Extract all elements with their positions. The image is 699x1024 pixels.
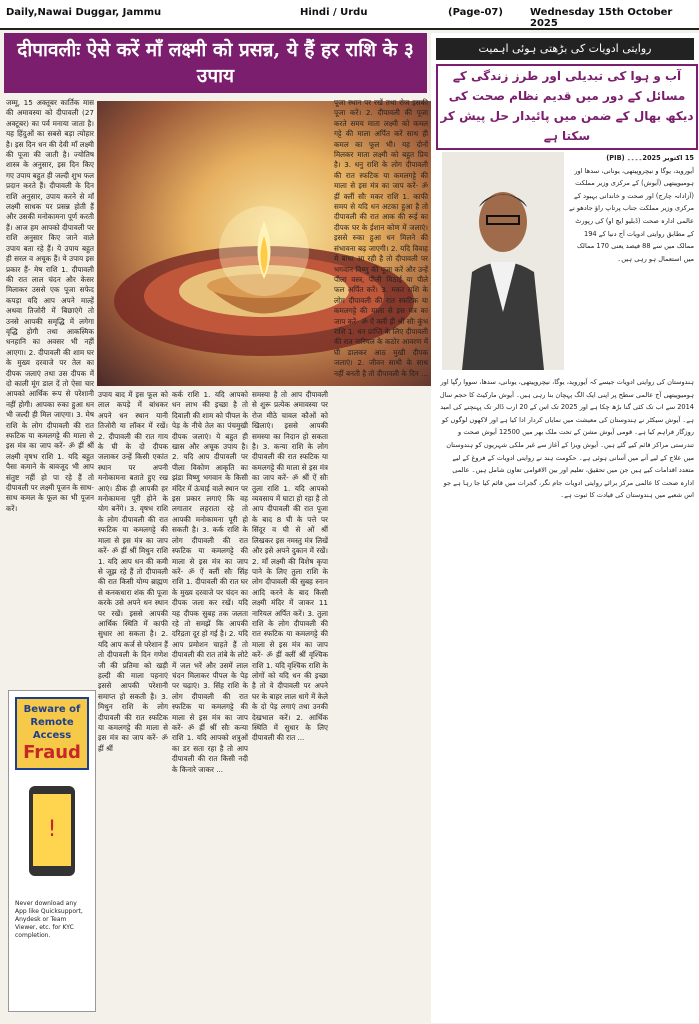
hindi-column-1-text: जम्मू, 15 अक्तूबर कार्तिक मास की अमावस्या को दीपावली (27 अक्टूबर) का पर्व मनाया जाता है। यह हिंदुओं का सबसे बड़ा त्योहार है। इस दिन धन की देवी माँ लक्ष्मी की पूजा की जाती है। ज्योतिष शास्त्र के अनुसार, इस दिन किए गए उपाय बहुत ही जल्दी शुभ फल प्रदान करते हैं। दीपावली के दिन राशि अनुसार, उपाय करने से माँ लक्ष्मी साधक पर प्रसन्न होती हैं और उसकी मनोकामना पूर्ण करती हैं। आज हम आपको दीपावली पर राशि अनुसार किए जाने वाले उपाय बता रहे हैं। ये उपाय बहुत ही सरल व अचूक हैं। ये उपाय इस प्रकार हैं- मेष राशि 1. दीपावली की रात लाल चंदन और केसर मिलाकर उससे एक पूजा सफेद कपड़ा यदि आप अपने माल्हें अथवा तिजोरी में बिछाएंगे तो उनसे आपकी समृद्धि में लगेगा वृद्धि होगी तथा आकस्मिक धनहानि का अवसर भी नहीं आएगा। 2. दीपावली की शाम घर के मुख्य दरवाजे पर तेल का दीपक जलाएं तथा उस दीपक में दो काली मूंग डाल दें तो ऐसा चार आपको आर्थिक रूप से परेशानी नहीं होगी। आपका रुका हुआ धन भी जल्दी ही मिल जाएगा। 3. मेष राशि के लोग दीपावली की रात स्फटिक या कमलगट्टे की माला से इस मंत्र का जाप करें- ॐ ह्रीं श्रीं लक्ष्मी वृषभ राशि 1. यदि बहुत पैसा कमाने के बावजूद भी आप संतुष्ट नहीं हो पा रहे हैं तो दीपावली पर लक्ष्मी पूजन के साथ-साथ कमल के फूल का भी पूजन करें। <box>6 98 94 513</box>
hindi-column-5-text: पूजा स्थान पर रखें तथा रोज इसकी पूजा करें। 2. दीपावली की पूजा करते समय माता लक्ष्मी को कमल गट्टे की माला अर्पित करें साथ ही कमल का फूल भी। यह दोनों मिलकर माता लक्ष्मी को बहुत प्रिय है। 3. धनु राशि के लोग दीपावली की रात स्फटिक या कमलगट्टे की माला से इस मंत्र का जाप करें- ॐ ह्रीं क्लीं सौः मकर राशि 1. काफी समय से यदि धन अटका हुआ है तो दीपावली की रात आक की रूई का दीपक घर के ईशान कोण में जलाएं। इससे रुका हुआ धन मिलने की संभावना बढ़ जाएगी। 2. यदि विवाह में बाधा आ रही है तो दीपावली पर भगवान विष्णु की पूजा करें और उन्हें पीला वस्त्र, पीली मिठाई या पीले फल अर्पित करें। 3. मकर राशि के लोग दीपावली की रात स्फटिक या कमलगट्टे की माला से इस मंत्र का जाप करें- ॐ ऐं क्लीं ह्रीं श्रीं सौः कुंभ राशि 1. धन प्राप्ति के लिए दीपावली की रात नारियल के कठोर आवरण में घी डालकर आठ मुखी दीपक जलाएं। 2. जीवन साथी के साथ नहीं बनती है तो दीपावली के दिन ... <box>334 98 428 378</box>
ad-note: Never download any App like Quicksupport, Anydesk or Team Viewer, etc. for KYC completion. <box>15 900 83 939</box>
ad-title-line-2: Remote Access <box>30 717 74 741</box>
masthead-bar <box>0 0 699 30</box>
page-number: (Page-07) <box>448 7 503 18</box>
urdu-column-top-text: آیوروید، یوگا و نیچروپیتھی، یونانی، سدھا اور ہومیوپیتھی (آیوش) کے مرکزی وزیر مملکت (آزادانہ چارج) اور صحت و خاندانی بہبود کے مرکزی وزیر مملکت جناب پرتاپ راؤ جادھو نے عالمی ادارہ صحت (ڈبلیو ایچ او) کی رپورٹ کے مطابق روایتی ادویات آج دنیا کے 194 ممالک میں سے 88 فیصد یعنی 170 ممالک میں استعمال ہو رہی ہیں۔ <box>569 166 694 263</box>
masthead-language: Hindi / Urdu <box>300 7 368 18</box>
urdu-dateline: 15 اکتوبر 2025۔۔۔۔ (PIB) <box>606 154 694 162</box>
hindi-headline: दीपावलीः ऐसे करें माँ लक्ष्मी को प्रसन्न, ये हैं हर राशि के ३ उपाय <box>4 33 427 93</box>
hindi-column-4 <box>252 390 328 1020</box>
fraud-warning-ad <box>8 690 96 1012</box>
issue-date: Wednesday 15th October 2025 <box>530 7 673 29</box>
hindi-column-2 <box>98 390 168 1020</box>
ad-title-line-3: Fraud <box>23 742 81 763</box>
urdu-headline: آب و ہوا کی تبدیلی اور طرز زندگی کے مسائل کے دور میں قدیم نظام صحت کی دیکھ بھال کے ضمن میں پائیدار حل پیش کر سکتا ہے <box>436 64 698 150</box>
hindi-column-5 <box>334 98 428 1020</box>
ad-title-line-1: Beware of <box>23 704 81 715</box>
urdu-column-main <box>438 376 694 1016</box>
hindi-column-3 <box>172 390 248 1020</box>
hindi-column-3-text: कर्क राशि 1. यदि आपको धन लाभ की इच्छा है तो दिवाली की शाम को पीपल के पेड़ के नीचे तेल का पंचमुखी दीपक जलाएं। ये बहुत ही खास और अचूक उपाय है। 2. यदि आप दीपावली पर पीला विकोण आकृति का झंडा विष्णु भगवान के किसी मंदिर में ऊंचाई वाले स्थान पर इस प्रकार लगाएं कि वह लगातार लहराता रहे तो आपकी मनोकामना पूरी हो सकती है। 3. कर्क राशि के लोग दीपावली की रात स्फटिक या कमलगट्टे की माला से इस मंत्र का जाप करें- ॐ ऐं क्लीं सौः सिंह राशि 1. दीपावली की रात घर के मुख्य दरवाजे पर चंदन का दीपक जला कर रखें। यदि यह दीपक सुबह तक जलता रहे तो समझें कि आपकी दरिद्रता दूर हो गई है। 2. यदि आप प्रमोशन चाहते हैं तो दीपावली की रात तांबे के लोटे में जल भरें और उसमें लाल चंदन मिलाकर पीपल के पेड़ पर चढ़ाएं। 3. सिंह राशि के लोग दीपावली की रात स्फटिक या कमलगट्टे की माला से इस मंत्र का जाप करें- ॐ ह्रीं श्रीं सौः कन्या राशि 1. यदि आपको शत्रुओं का डर सता रहा है तो आप दीपावली की रात किसी नदी के किनारे जाकर ... <box>172 390 248 774</box>
phone-alert-icon <box>9 776 95 896</box>
minister-photo <box>442 152 564 370</box>
person-icon <box>442 152 564 370</box>
hindi-column-2-text: उपाय बाद में इस फूल को लाल कपड़े में बांधकर अपने धन स्थान यानी तिजोरी या लॉकर में रखें। 2. दीपावली की रात गाय के घी के दो दीपक जलाकर उन्हें किसी एकांत स्थान पर अपनी मनोकामना बताते हुए रख आएं। ठीक ही आपकी हर मनोकामना पूरी होने के योग बनेंगे। 3. वृषभ राशि के लोग दीपावली की रात स्फटिक या कमलगट्टे की माला से इस मंत्र का जाप करें- ॐ ह्रीं श्रीं मिथुन राशि 1. यदि आप धन की कमी से जूझ रहे हैं तो दीपावली की रात किसी योग्य ब्राह्मण से कनकधारा शंक की पूजा करके उसे अपने धन स्थान पर रखें। इससे आपकी आर्थिक स्थिति में काफी सुधार आ सकता है। 2. यदि आप कर्ज से परेशान हैं तो दीपावली के दिन गणेश जी की प्रतिमा को खड़ी हल्दी की माला पहनाएं इससे आपकी परेशानी समाप्त हो सकती है। 3. मिथुन राशि के लोग दीपावली की रात स्फटिक या कमलगट्टे की माला से इस मंत्र का जाप करें- ॐ ह्रीं श्रीं <box>98 390 168 753</box>
urdu-banner: روایتی ادویات کی بڑھتی ہوئی اہمیت <box>436 38 694 60</box>
hindi-column-4-text: समस्या है तो आप दीपावली से शुरू प्रत्येक अमावस्या पर रोज मीठे चावल कौओं को खिलाएं। इससे आपकी समस्या का निदान हो सकता है। 3. कन्या राशि के लोग दीपावली की रात स्फटिक या कमलगट्टे की माला से इस मंत्र का जाप करें- ॐ श्रीं ऐं सौः तुला राशि 1. यदि आपको व्यवसाय में घाटा हो रहा है तो आप दीपावली की रात पूजा के बाद 8 घी के पत्ते पर सिंदूर व घी से ओं श्रीं लिखकर इस नमस्तु मंत्र लिखें और इसे अपने दुकान में रखें। 2. माँ लक्ष्मी की विशेष कृपा पाने के लिए तुला राशि के लोग दीपावली की सुबह स्नान आदि करने के बाद किसी लक्ष्मी मंदिर में जाकर 11 नारियल अर्पित करें। 3. तुला राशि के लोग दीपावली की रात स्फटिक या कमलगट्टे की माला से इस मंत्र का जाप करें- ॐ ह्रीं क्लीं श्रीं वृश्चिक राशि 1. यदि वृश्चिक राशि के लोगों को यदि धन की इच्छा है तो वे दीपावली पर अपने घर के बाहर लाल धागे में केले के दो पेड़ लगाएं तथा उनकी देखभाल करें। 2. आर्थिक स्थिति में सुधार के लिए दीपावली की रात ... <box>252 390 328 743</box>
urdu-column-top <box>568 152 694 372</box>
svg-text:!: ! <box>47 817 57 842</box>
urdu-column-main-text: ہندوستان کی روایتی ادویات جیسے کہ آیوروید، یوگا، نیچروپیتھی، یونانی، سدھا، سووا رگپا اور ہومیوپیتھی آج عالمی سطح پر اپنی ایک الگ پہچان بنا رہی ہیں۔ آیوش مارکیٹ کا حجم سال 2014 سے اب تک کئی گنا بڑھ چکا ہے اور 2025 تک اس کے 20 ارب ڈالر تک پہنچنے کی امید ہے۔ آیوش سیکٹر نے ہندوستان کی معیشت میں نمایاں کردار ادا کیا ہے اور لاکھوں لوگوں کو روزگار فراہم کیا ہے۔ قومی آیوش مشن کے تحت ملک بھر میں 12500 آیوش صحت و تندرستی مراکز قائم کیے گئے ہیں۔ آیوش ویزا کے آغاز سے غیر ملکی شہریوں کو ہندوستان میں علاج کے لیے آنے میں آسانی ہوئی ہے۔ حکومت ہند نے روایتی ادویات کے فروغ کے لیے متعدد اقدامات کیے ہیں جن میں تحقیق، تعلیم اور بین الاقوامی تعاون شامل ہیں۔ عالمی ادارہ صحت کا عالمی مرکز برائے روایتی ادویات جام نگر، گجرات میں قائم کیا جا رہا ہے جو اس شعبے میں ہندوستان کی قیادت کا ثبوت ہے۔ <box>439 378 694 500</box>
masthead-name: Daily,Nawai Duggar, Jammu <box>6 7 162 18</box>
hindi-column-1 <box>6 98 94 686</box>
